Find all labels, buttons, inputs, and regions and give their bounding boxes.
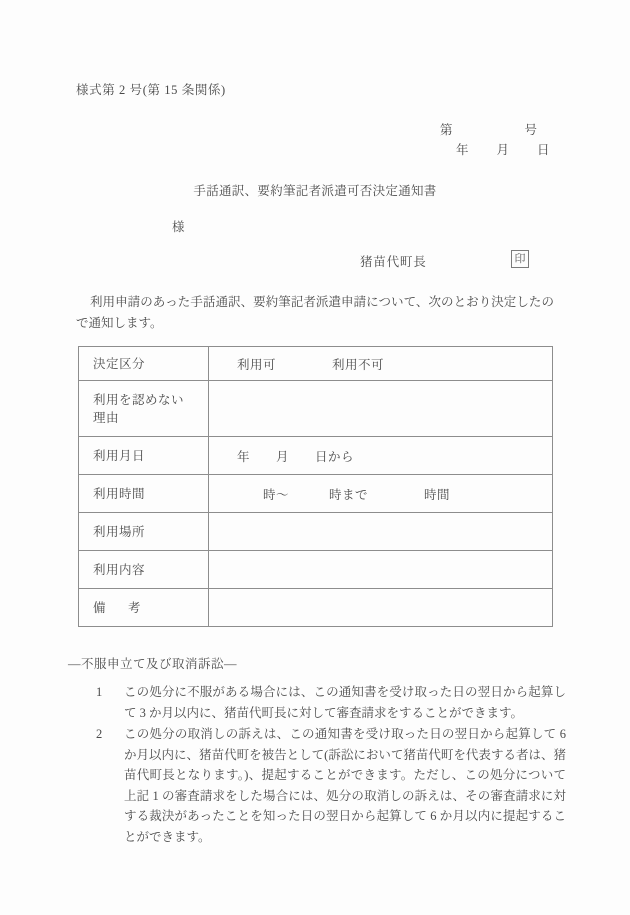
remarks-label-char2: 考 <box>128 600 142 615</box>
table-row <box>79 437 553 475</box>
form-number: 様式第 2 号(第 15 条関係) <box>76 83 226 97</box>
document-number-field <box>440 120 537 138</box>
row-label-use-date: 利用月日 <box>79 437 209 475</box>
row-value-denial-reason[interactable] <box>209 381 553 437</box>
table-row <box>79 589 553 627</box>
use-time-duration-label[interactable]: 時間 <box>424 487 451 502</box>
table-row <box>79 551 553 589</box>
table-row <box>79 513 553 551</box>
addressee-honorific: 様 <box>172 220 185 234</box>
document-number-prefix: 第 <box>440 123 453 137</box>
row-value-decision-category <box>209 347 553 381</box>
row-label-remarks <box>79 589 209 627</box>
use-time-to-label[interactable]: 時まで <box>329 487 369 502</box>
table-row <box>79 381 553 437</box>
row-label-use-time: 利用時間 <box>79 475 209 513</box>
appeal-item-2-number: 2 <box>96 727 103 741</box>
decision-table <box>78 346 553 627</box>
use-date-year-label[interactable]: 年 <box>237 449 251 464</box>
appeal-item-2-text: この処分の取消しの訴えは、この通知書を受け取った日の翌日から起算して 6 か月以内に、猪苗代町を被告として(訴訟において猪苗代町を代表する者は、猪苗代町長となります。)、提起することができます。ただし、この処分について上記 1 の審査請求をした場合には、処分の取消しの訴えは、その審査請求に対する裁決があったことを知った日の翌日から起算して 6 か月以内に提起することができます。 <box>124 727 566 844</box>
appeal-section-heading: ―不服申立て及び取消訴訟― <box>68 657 238 671</box>
table-row <box>79 347 553 381</box>
date-month-label: 月 <box>496 143 510 157</box>
denial-reason-line1: 利用を認めない <box>93 392 185 407</box>
row-value-use-date <box>209 437 553 475</box>
document-number-suffix: 号 <box>524 123 538 137</box>
table-row <box>79 475 553 513</box>
row-value-use-place[interactable] <box>209 513 553 551</box>
date-year-label: 年 <box>456 143 469 157</box>
document-title: 手話通訳、要約筆記者派遣可否決定通知書 <box>193 184 437 198</box>
row-value-remarks[interactable] <box>209 589 553 627</box>
date-day-label: 日 <box>537 143 550 157</box>
row-label-denial-reason <box>79 381 209 437</box>
intro-paragraph: 利用申請のあった手話通訳、要約筆記者派遣申請について、次のとおり決定したので通知します。 <box>76 295 554 330</box>
use-date-month-label[interactable]: 月 <box>276 449 290 464</box>
use-time-from-label[interactable]: 時〜 <box>263 487 290 502</box>
row-label-decision-category: 決定区分 <box>79 347 209 381</box>
appeal-list <box>96 682 566 848</box>
issuer-name: 猪苗代町長 <box>360 255 427 269</box>
use-date-day-label[interactable]: 日から <box>315 449 355 464</box>
decision-option-approved[interactable]: 利用可 <box>237 357 277 372</box>
row-label-use-content: 利用内容 <box>79 551 209 589</box>
row-value-use-content[interactable] <box>209 551 553 589</box>
row-label-use-place: 利用場所 <box>79 513 209 551</box>
seal-stamp-box: 印 <box>511 250 529 268</box>
decision-option-denied[interactable]: 利用不可 <box>332 357 385 372</box>
appeal-item-1-number: 1 <box>96 685 103 699</box>
list-item <box>96 682 566 723</box>
document-date-field <box>456 140 550 158</box>
appeal-item-1-text: この処分に不服がある場合には、この通知書を受け取った日の翌日から起算して 3 か月以内に、猪苗代町長に対して審査請求をすることができます。 <box>124 685 566 720</box>
remarks-label-char1: 備 <box>93 600 107 615</box>
row-value-use-time <box>209 475 553 513</box>
denial-reason-line2: 理由 <box>93 410 120 425</box>
list-item <box>96 724 566 847</box>
